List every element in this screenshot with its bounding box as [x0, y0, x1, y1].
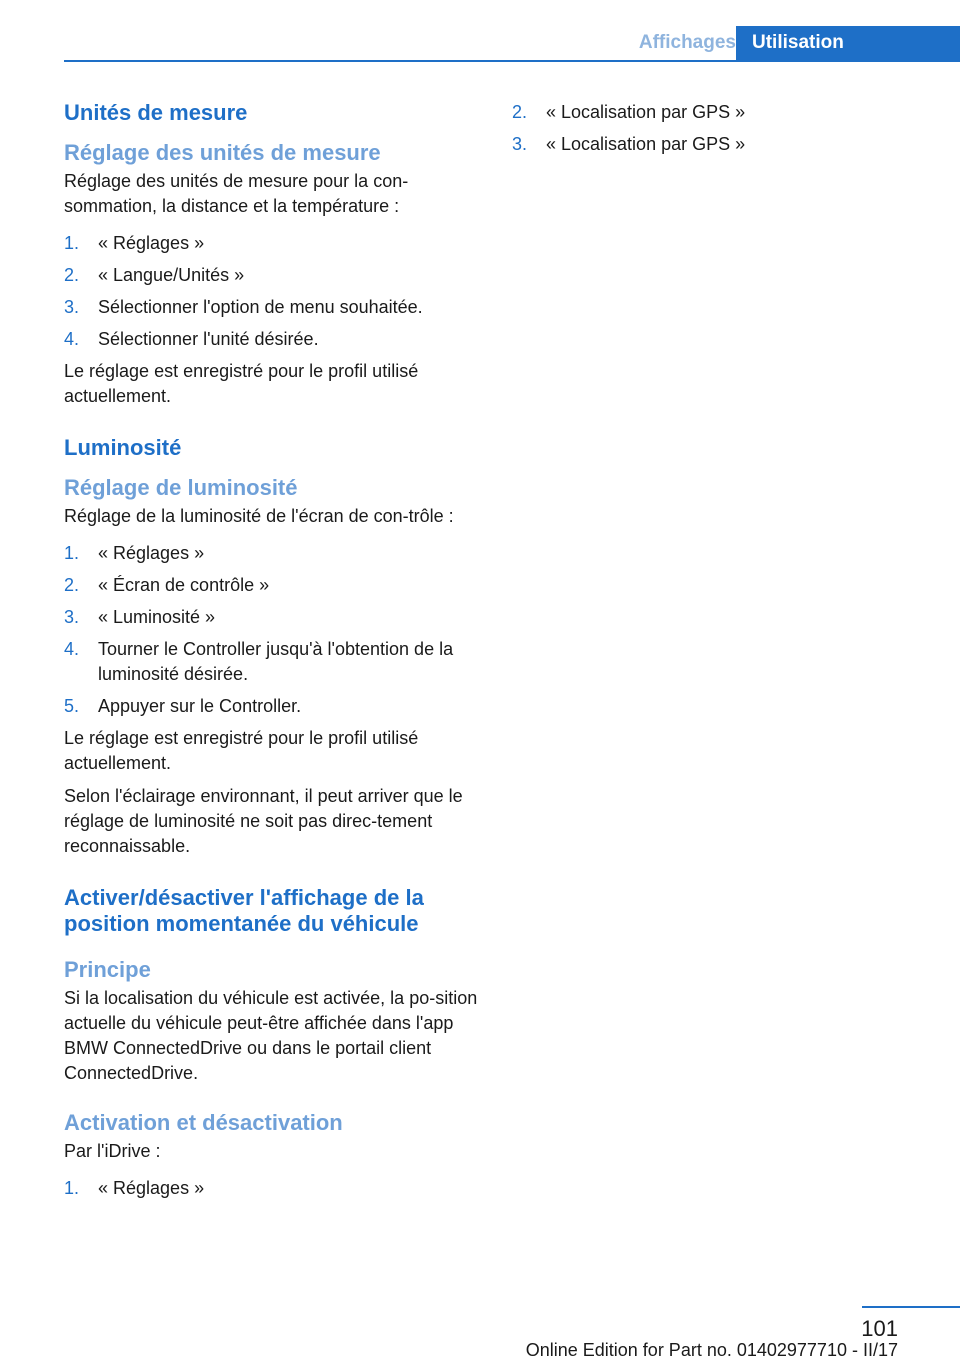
- brightness-subtitle: Réglage de luminosité: [64, 475, 298, 500]
- units-intro: Réglage des unités de mesure pour la con‐sommation, la distance et la température :: [64, 171, 409, 216]
- list-number: 4.: [64, 639, 80, 659]
- list-number: 3.: [64, 607, 80, 627]
- section-units: [64, 100, 480, 409]
- list-item: [64, 637, 480, 687]
- list-number: 1.: [64, 233, 80, 253]
- units-subtitle: Réglage des unités de mesure: [64, 140, 381, 165]
- activation-title: Activation et désactivation: [64, 1110, 343, 1135]
- list-number: 3.: [512, 134, 528, 154]
- list-number: 1.: [64, 1178, 80, 1198]
- left-column: [64, 100, 480, 1208]
- list-text: « Réglages »: [98, 1178, 205, 1198]
- units-note: Le réglage est enregistré pour le profil utilisé actuellement.: [64, 361, 419, 406]
- list-item: [512, 132, 912, 157]
- list-item: [64, 231, 480, 256]
- units-steps: [64, 231, 480, 352]
- list-number: 2.: [512, 102, 528, 122]
- header-chapter-tab: Utilisation: [736, 26, 960, 60]
- brightness-note-environment: Selon l'éclairage environnant, il peut arriver que le réglage de luminosité ne soit pas direc‐tement reconnaissable.: [64, 786, 463, 856]
- list-text: Sélectionner l'option de menu souhaitée.: [98, 297, 423, 317]
- list-text: « Réglages »: [98, 233, 205, 253]
- footer-divider: [862, 1306, 960, 1308]
- list-item: [64, 327, 480, 352]
- list-item: [64, 295, 480, 320]
- edition-label: Online Edition for Part no. 01402977710 - II/17: [525, 1340, 898, 1360]
- section-vehicle-position: [64, 885, 480, 1201]
- running-header: [0, 26, 960, 62]
- list-text: Sélectionner l'unité désirée.: [98, 329, 319, 349]
- list-text: « Écran de contrôle »: [98, 575, 270, 595]
- list-item: [64, 605, 480, 630]
- list-text: Tourner le Controller jusqu'à l'obtention de la luminosité désirée.: [98, 639, 454, 684]
- list-item: [64, 1176, 480, 1201]
- list-number: 4.: [64, 329, 80, 349]
- list-text: Appuyer sur le Controller.: [98, 696, 302, 716]
- list-text: « Réglages »: [98, 543, 205, 563]
- position-title: Activer/désactiver l'affichage de la position momentanée du véhicule: [64, 885, 424, 936]
- header-divider: [64, 60, 960, 62]
- list-number: 2.: [64, 265, 80, 285]
- activation-intro: Par l'iDrive :: [64, 1141, 161, 1161]
- list-text: « Localisation par GPS »: [546, 102, 746, 122]
- activation-steps: [64, 1176, 480, 1201]
- list-number: 2.: [64, 575, 80, 595]
- section-brightness: [64, 435, 480, 859]
- list-item: [64, 541, 480, 566]
- list-text: « Localisation par GPS »: [546, 134, 746, 154]
- list-text: « Langue/Unités »: [98, 265, 245, 285]
- list-item: [64, 263, 480, 288]
- principle-title: Principe: [64, 957, 151, 982]
- activation-steps-continued: [512, 100, 912, 157]
- list-text: « Luminosité »: [98, 607, 216, 627]
- list-number: 5.: [64, 696, 80, 716]
- principle-text: Si la localisation du véhicule est activée, la po‐sition actuelle du véhicule peut-être affichée dans l'app BMW ConnectedDrive ou dans le portail client ConnectedDrive.: [64, 988, 478, 1083]
- list-item: [64, 694, 480, 719]
- units-title: Unités de mesure: [64, 100, 248, 125]
- right-column: [512, 100, 912, 164]
- brightness-steps: [64, 541, 480, 719]
- list-number: 3.: [64, 297, 80, 317]
- brightness-intro: Réglage de la luminosité de l'écran de con‐trôle :: [64, 506, 454, 526]
- header-section-label: Affichages: [638, 32, 736, 53]
- brightness-note: Le réglage est enregistré pour le profil utilisé actuellement.: [64, 728, 419, 773]
- list-item: [64, 573, 480, 598]
- list-item: [512, 100, 912, 125]
- list-number: 1.: [64, 543, 80, 563]
- brightness-title: Luminosité: [64, 435, 182, 460]
- page-number: 101: [861, 1316, 898, 1341]
